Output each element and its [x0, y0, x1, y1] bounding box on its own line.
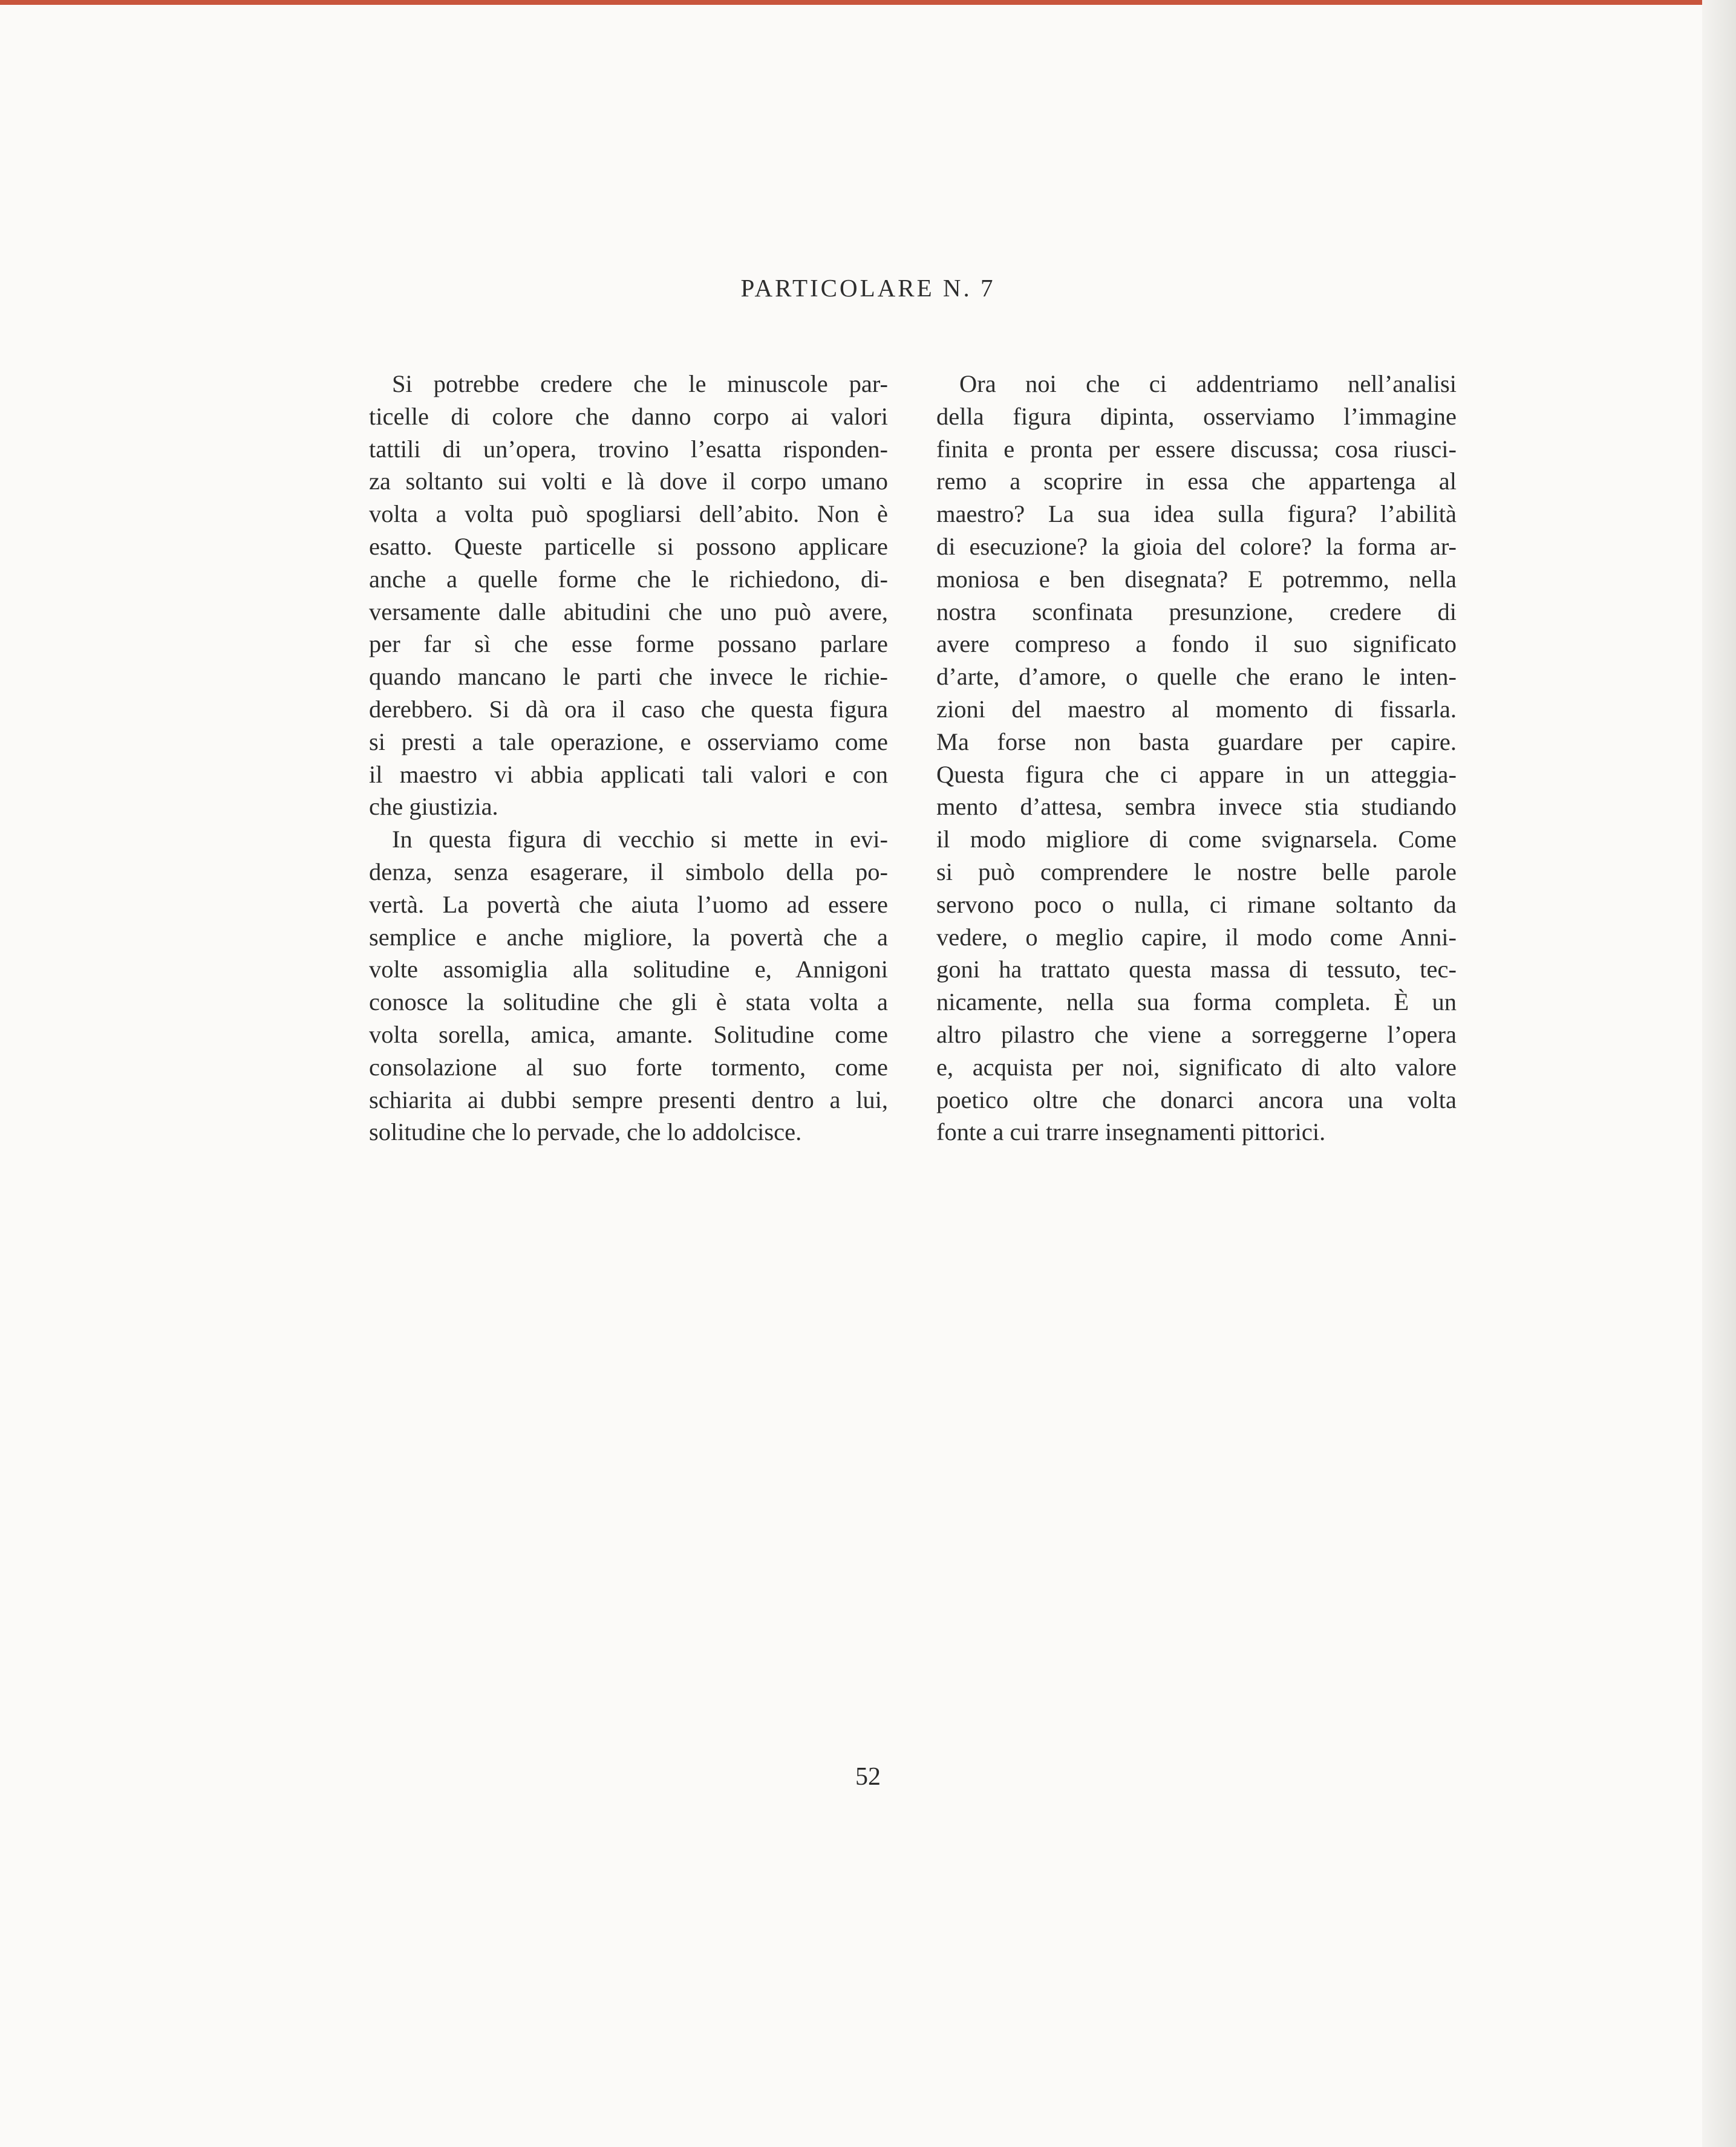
- text-line: Questa figura che ci appare in un atteggia-: [936, 760, 1457, 788]
- text-line: che giustizia.: [369, 793, 498, 821]
- text-line: il maestro vi abbia applicati tali valori e con: [369, 760, 888, 788]
- text-line: solitudine che lo pervade, che lo addolcisce.: [369, 1118, 802, 1146]
- text-line: ticelle di colore che danno corpo ai valori: [369, 402, 888, 430]
- text-line: Si potrebbe credere che le minuscole par-: [392, 370, 888, 397]
- text-line: consolazione al suo forte tormento, come: [369, 1053, 888, 1081]
- text-line: In questa figura di vecchio si mette in evi-: [392, 826, 888, 853]
- text-line: moniosa e ben disegnata? E potremmo, nella: [936, 565, 1457, 593]
- text-line: altro pilastro che viene a sorreggerne l’opera: [936, 1020, 1457, 1048]
- book-edge-top: [0, 0, 1736, 5]
- text-line: zioni del maestro al momento di fissarla.: [936, 695, 1457, 723]
- text-line: esatto. Queste particelle si possono applicare: [369, 532, 888, 560]
- text-line: avere compreso a fondo il suo significato: [936, 630, 1457, 658]
- text-line: e, acquista per noi, significato di alto valore: [936, 1053, 1457, 1081]
- text-line: volta sorella, amica, amante. Solitudine come: [369, 1020, 888, 1048]
- text-line: tattili di un’opera, trovino l’esatta risponden-: [369, 435, 888, 463]
- text-line: della figura dipinta, osserviamo l’immagine: [936, 402, 1457, 430]
- left-text-column: [369, 368, 888, 1148]
- text-line: servono poco o nulla, ci rimane soltanto da: [936, 890, 1457, 918]
- text-line: finita e pronta per essere discussa; cosa riusci-: [936, 435, 1457, 463]
- text-line: fonte a cui trarre insegnamenti pittorici.: [936, 1118, 1326, 1146]
- text-line: anche a quelle forme che le richiedono, di-: [369, 565, 888, 593]
- book-edge-right: [1702, 0, 1736, 2147]
- text-line: nicamente, nella sua forma completa. È un: [936, 988, 1457, 1016]
- page-title: PARTICOLARE N. 7: [740, 274, 996, 302]
- text-line: conosce la solitudine che gli è stata volta a: [369, 988, 888, 1016]
- text-line: remo a scoprire in essa che appartenga al: [936, 468, 1457, 495]
- text-line: il modo migliore di come svignarsela. Come: [936, 826, 1457, 853]
- text-line: quando mancano le parti che invece le richie-: [369, 663, 888, 691]
- text-line: mento d’attesa, sembra invece stia studiando: [936, 793, 1457, 821]
- page-number: 52: [855, 1763, 881, 1791]
- text-line: di esecuzione? la gioia del colore? la forma ar-: [936, 532, 1457, 560]
- text-line: volta a volta può spogliarsi dell’abito. Non è: [369, 500, 888, 528]
- text-line: Ora noi che ci addentriamo nell’analisi: [959, 370, 1457, 397]
- text-line: si può comprendere le nostre belle parole: [936, 858, 1457, 885]
- text-line: za soltanto sui volti e là dove il corpo umano: [369, 468, 888, 495]
- text-line: nostra sconfinata presunzione, credere di: [936, 598, 1457, 625]
- text-line: derebbero. Si dà ora il caso che questa figura: [369, 695, 888, 723]
- text-line: semplice e anche migliore, la povertà che a: [369, 923, 888, 951]
- text-line: volte assomiglia alla solitudine e, Annigoni: [369, 956, 888, 983]
- text-line: d’arte, d’amore, o quelle che erano le inten-: [936, 663, 1457, 691]
- text-line: vedere, o meglio capire, il modo come Anni-: [936, 923, 1457, 951]
- text-line: poetico oltre che donarci ancora una volta: [936, 1086, 1457, 1113]
- text-line: si presti a tale operazione, e osserviamo come: [369, 728, 888, 755]
- text-line: goni ha trattato questa massa di tessuto, tec-: [936, 956, 1457, 983]
- text-line: per far sì che esse forme possano parlare: [369, 630, 888, 658]
- text-line: vertà. La povertà che aiuta l’uomo ad essere: [369, 890, 888, 918]
- text-line: versamente dalle abitudini che uno può avere,: [369, 598, 888, 625]
- text-line: maestro? La sua idea sulla figura? l’abilità: [936, 500, 1457, 528]
- text-line: schiarita ai dubbi sempre presenti dentro a lui,: [369, 1086, 888, 1113]
- right-text-column: [936, 368, 1457, 1148]
- text-line: Ma forse non basta guardare per capire.: [936, 728, 1457, 755]
- text-line: denza, senza esagerare, il simbolo della po-: [369, 858, 888, 885]
